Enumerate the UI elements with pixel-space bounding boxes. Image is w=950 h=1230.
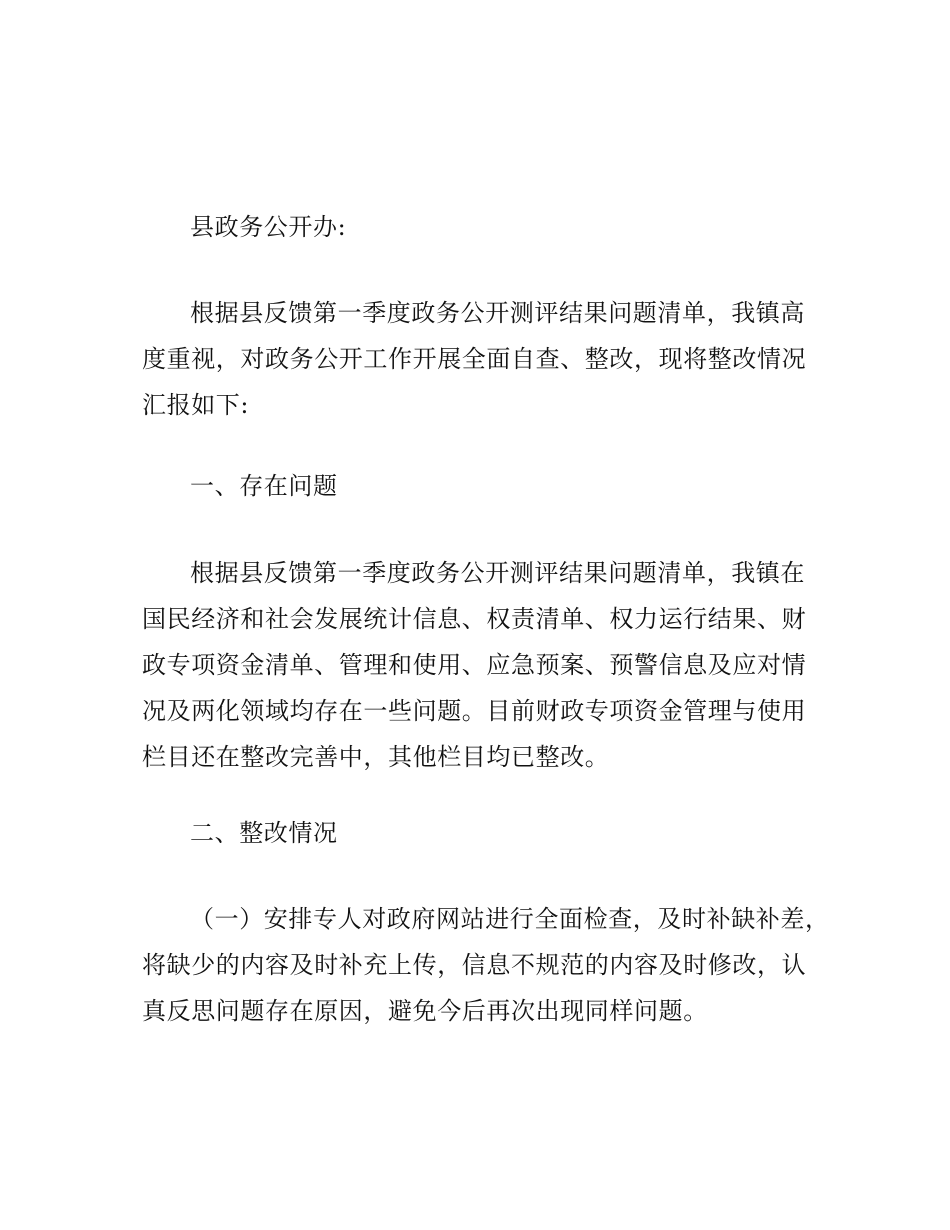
rectification-line: 真反思问题存在原因，避免今后再次出现同样问题。 [142, 997, 708, 1025]
problems-line: 根据县反馈第一季度政务公开测评结果问题清单，我镇在 [190, 559, 805, 587]
rectification-item-1 [142, 896, 830, 1034]
rectification-line: 将缺少的内容及时补充上传，信息不规范的内容及时修改，认 [142, 951, 807, 979]
section-heading-problems [142, 463, 870, 509]
intro-line: 汇报如下: [142, 391, 250, 419]
salutation-text: 县政务公开办: [190, 213, 347, 241]
section-heading-text: 一、存在问题 [190, 472, 338, 500]
problems-line: 况及两化领域均存在一些问题。目前财政专项资金管理与使用 [142, 697, 807, 725]
intro-line: 度重视，对政务公开工作开展全面自查、整改，现将整改情况 [142, 345, 807, 373]
problems-line: 国民经济和社会发展统计信息、权责清单、权力运行结果、财 [142, 605, 807, 633]
problems-paragraph [142, 550, 822, 780]
problems-line: 政专项资金清单、管理和使用、应急预案、预警信息及应对情 [142, 651, 807, 679]
section-heading-text: 二、整改情况 [190, 819, 338, 847]
rectification-line: （一）安排专人对政府网站进行全面检查，及时补缺补差， [190, 905, 830, 933]
section-heading-rectification [142, 810, 870, 856]
problems-line: 栏目还在整改完善中，其他栏目均已整改。 [142, 743, 610, 771]
salutation [142, 204, 870, 250]
intro-line: 根据县反馈第一季度政务公开测评结果问题清单，我镇高 [190, 299, 805, 327]
intro-paragraph [142, 290, 822, 428]
